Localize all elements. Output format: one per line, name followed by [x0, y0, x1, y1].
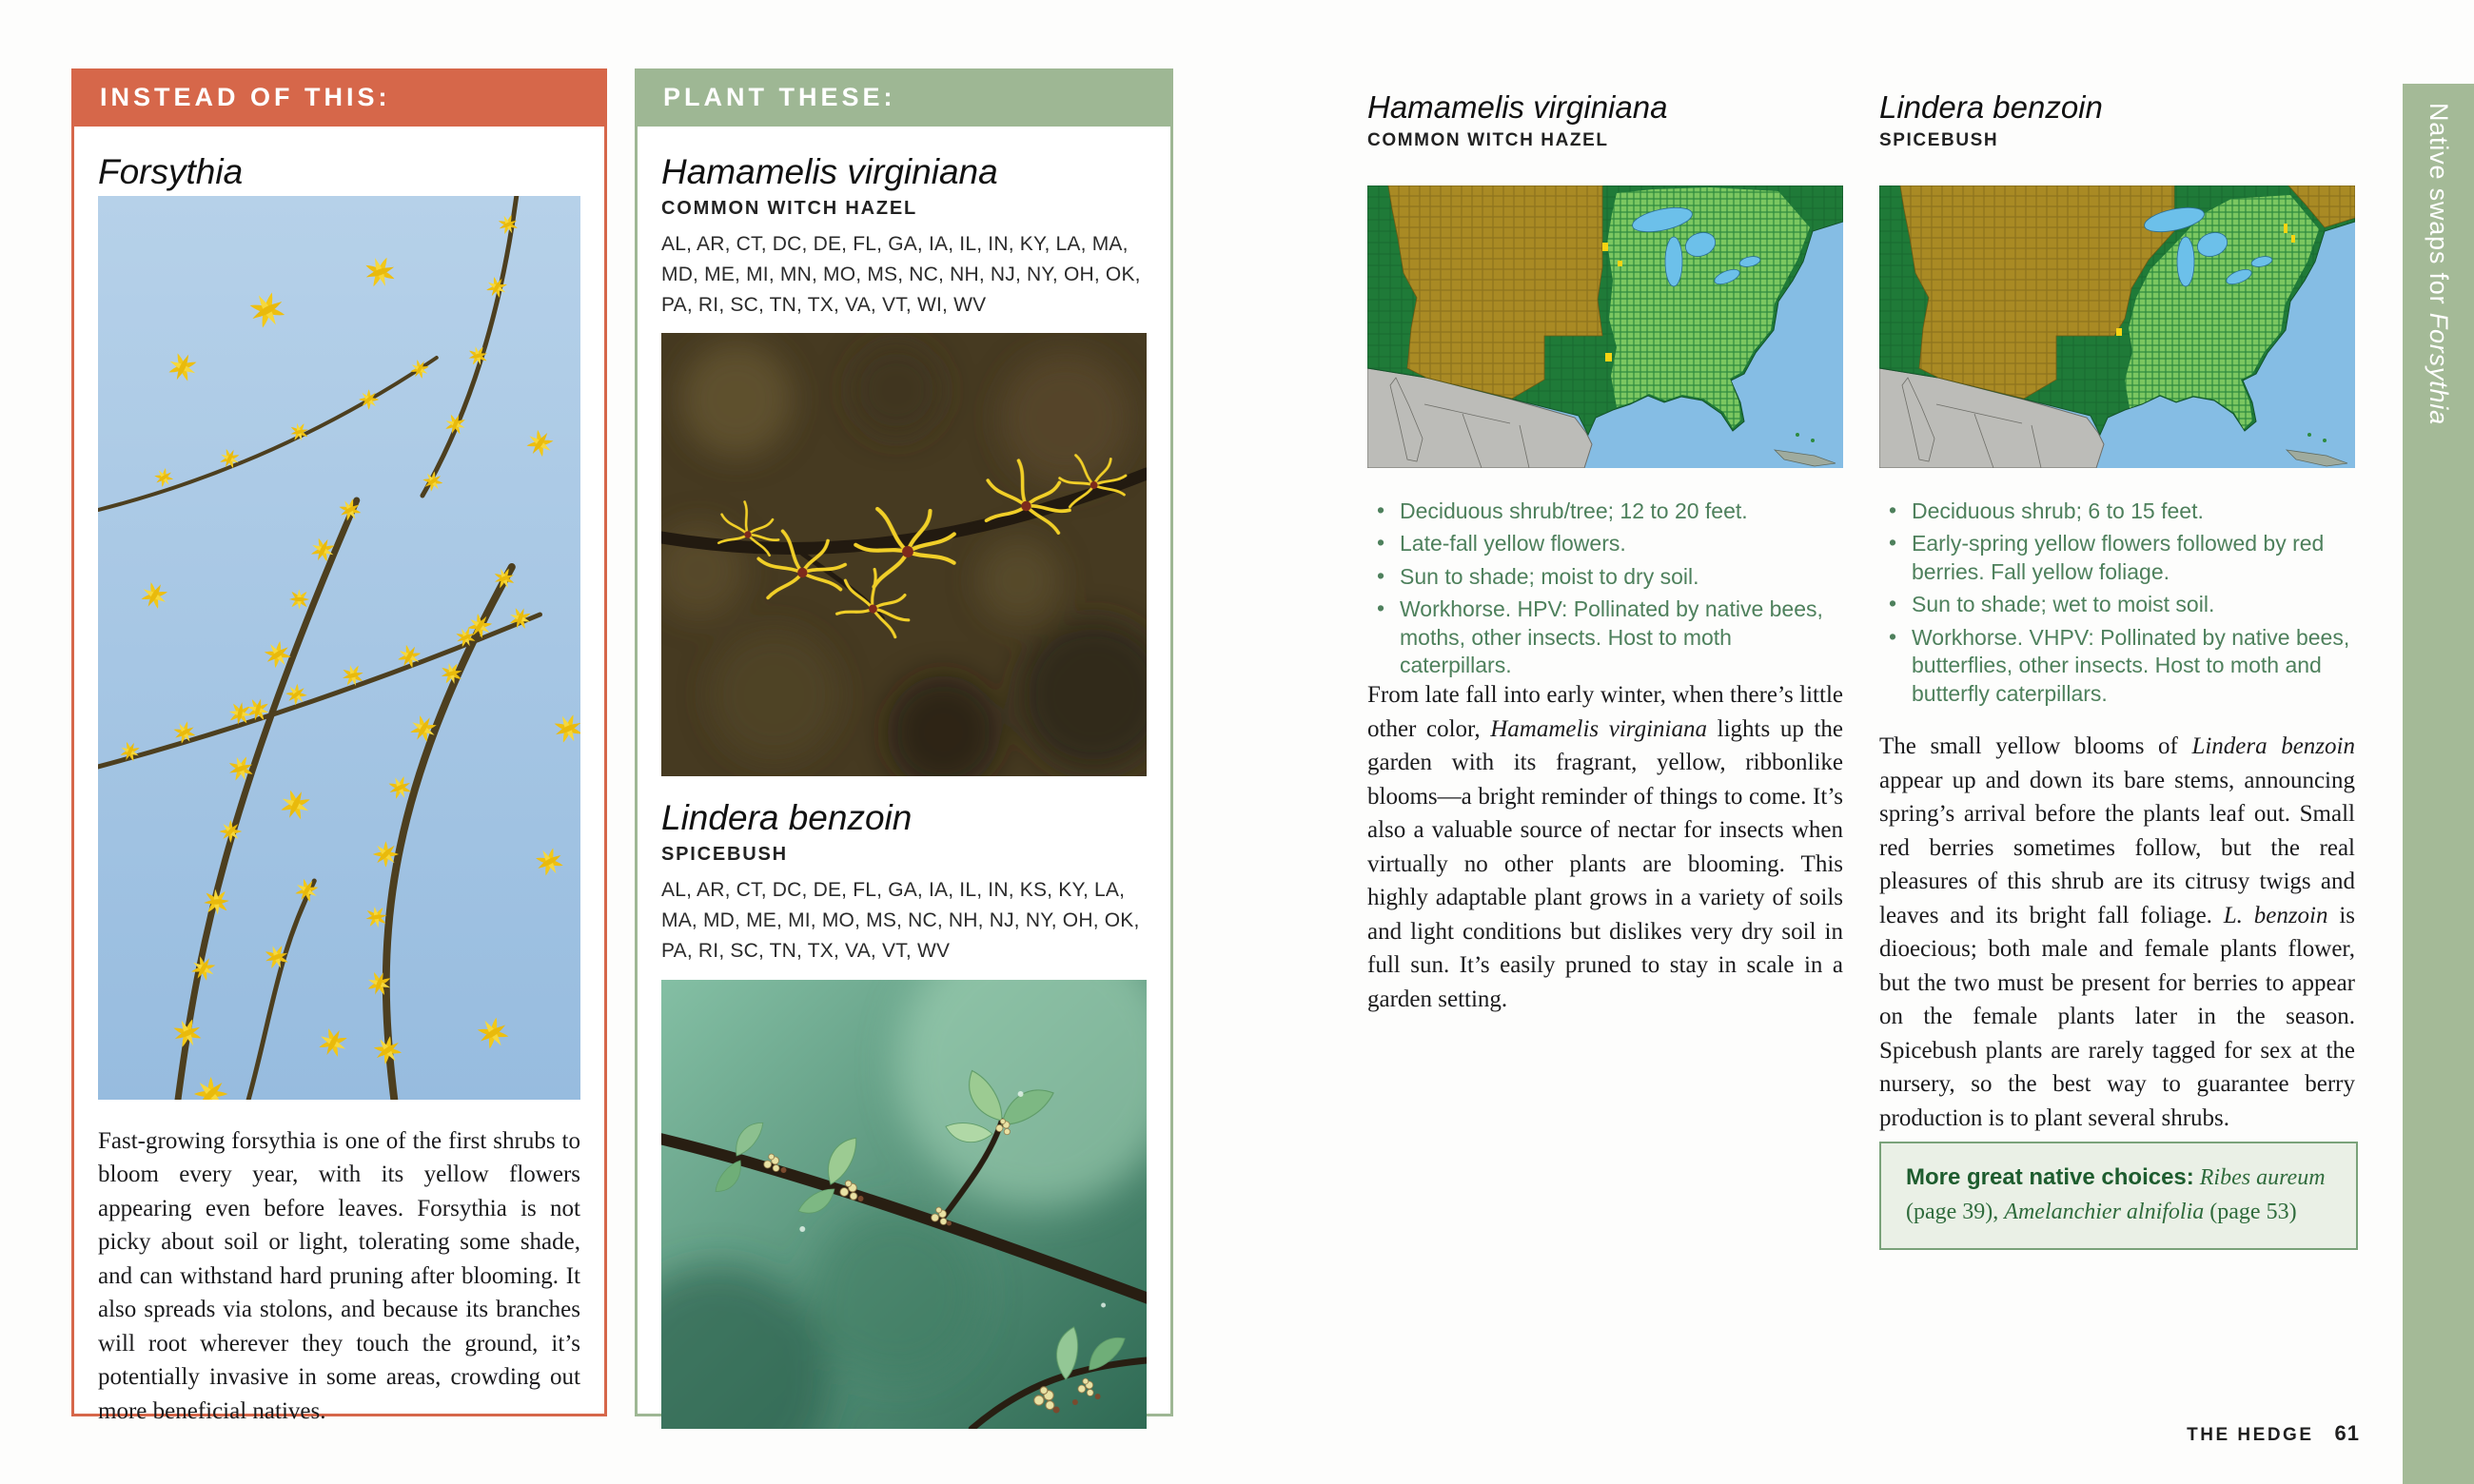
spicebush-photo: [661, 980, 1147, 1429]
instead-of-this-panel: [71, 68, 607, 1424]
trait-item: • Deciduous shrub; 6 to 15 feet.: [1889, 498, 2204, 523]
trait-item: • Sun to shade; moist to dry soil.: [1377, 562, 1699, 589]
lindera-column: [1879, 89, 2355, 1131]
hamamelis-title: Hamamelis virginiana: [661, 152, 998, 191]
footer-page-number: 61: [2334, 1421, 2360, 1445]
lindera-trait-list: [1879, 498, 2355, 713]
trait-item: • Workhorse. VHPV: Pollinated by native bees, butterflies, other insects. Host to moth and butterfly caterpillars.: [1889, 623, 2350, 706]
hamamelis-trait-list: [1367, 498, 1843, 685]
hamamelis-column: [1367, 89, 1843, 1012]
trait-item: • Early-spring yellow flowers followed by red berries. Fall yellow foliage.: [1889, 530, 2325, 584]
footer-section-title: THE HEDGE: [2187, 1425, 2314, 1445]
running-footer: [2055, 1421, 2360, 1446]
chapter-side-tab: [2403, 84, 2474, 1484]
trait-item: • Late-fall yellow flowers.: [1377, 530, 1626, 556]
side-tab-text: Native swaps for Forsythia: [2425, 103, 2453, 425]
witch-hazel-photo: [661, 333, 1147, 776]
hamamelis-column-common: COMMON WITCH HAZEL: [1367, 130, 1609, 151]
trait-item: • Workhorse. HPV: Pollinated by native bees, moths, other insects. Host to moth caterpillars.: [1377, 596, 1823, 678]
lindera-range-map: [1879, 186, 2355, 468]
more-choices-box: More great native choices: Ribes aureum (page 39), Amelanchier alnifolia (page 53): [1879, 1142, 2358, 1250]
plant-these-panel: [635, 68, 1173, 1416]
hamamelis-state-list: AL, AR, CT, DC, DE, FL, GA, IA, IL, IN, KY, LA, MA, MD, ME, MI, MN, MO, MS, NC, NH, NJ, NY, OH, OK, PA, RI, SC, TN, TX, VA, VT, WI, WV: [661, 232, 1141, 316]
trait-item: • Deciduous shrub/tree; 12 to 20 feet.: [1377, 498, 1748, 523]
forsythia-title: Forsythia: [98, 152, 244, 191]
lindera-body-text: The small yellow blooms of Lindera benzoin appear up and down its bare stems, announcing spring’s arrival before the plants leaf out. Small red berries sometimes follow, but the real pleasures of this shrub are its citrusy twigs and leaves and its bright fall foliage. L. benzoin is dioecious; both male and female plants flower, but the two must be present for berries to appear on the female plants later in the season. Spicebush plants are rarely tagged for sex at the nursery, so the best way to guarantee berry production is to plant several shrubs.: [1879, 733, 2355, 1131]
trait-item: • Sun to shade; wet to moist soil.: [1889, 591, 2215, 617]
instead-body: [71, 127, 607, 1424]
hamamelis-common-name: COMMON WITCH HAZEL: [661, 197, 918, 219]
hamamelis-column-title: Hamamelis virginiana: [1367, 89, 1668, 125]
lindera-column-title: Lindera benzoin: [1879, 89, 2103, 125]
more-choices-label: More great native choices:: [1906, 1164, 2194, 1190]
lindera-common-name: SPICEBUSH: [661, 844, 788, 866]
plant-these-header: PLANT THESE:: [635, 68, 1173, 127]
plant-these-body: [635, 127, 1173, 1416]
hamamelis-body-text: From late fall into early winter, when there’s little other color, Hamamelis virginiana lights up the garden with its fragrant, yellow, ribbonlike blooms—a bright reminder of things to come. It’s also a valuable source of nectar for insects when virtually no other plants are blooming. This highly adaptable plant grows in a variety of soils and light conditions but dislikes very dry soil in full sun. It’s easily pruned to stay in scale in a garden setting.: [1367, 682, 1843, 1012]
instead-header: INSTEAD OF THIS:: [71, 68, 607, 127]
forsythia-photo: [98, 196, 580, 1100]
lindera-title: Lindera benzoin: [661, 798, 913, 838]
hamamelis-range-map: [1367, 186, 1843, 468]
lindera-column-common: SPICEBUSH: [1879, 130, 1999, 151]
lindera-state-list: AL, AR, CT, DC, DE, FL, GA, IA, IL, IN, KS, KY, LA, MA, MD, ME, MI, MO, MS, NC, NH, NJ, NY, OH, OK, PA, RI, SC, TN, TX, VA, VT, WV: [661, 879, 1140, 962]
forsythia-description: Fast-growing forsythia is one of the first shrubs to bloom every year, with its yellow flowers appearing even before leaves. Forsythia is not picky about soil or light, tolerating some shade, and can withstand hard pruning after blooming. It also spreads via stolons, and because its branches will root wherever they touch the ground, it’s potentially invasive in some areas, crowding out more beneficial natives.: [98, 1127, 580, 1424]
